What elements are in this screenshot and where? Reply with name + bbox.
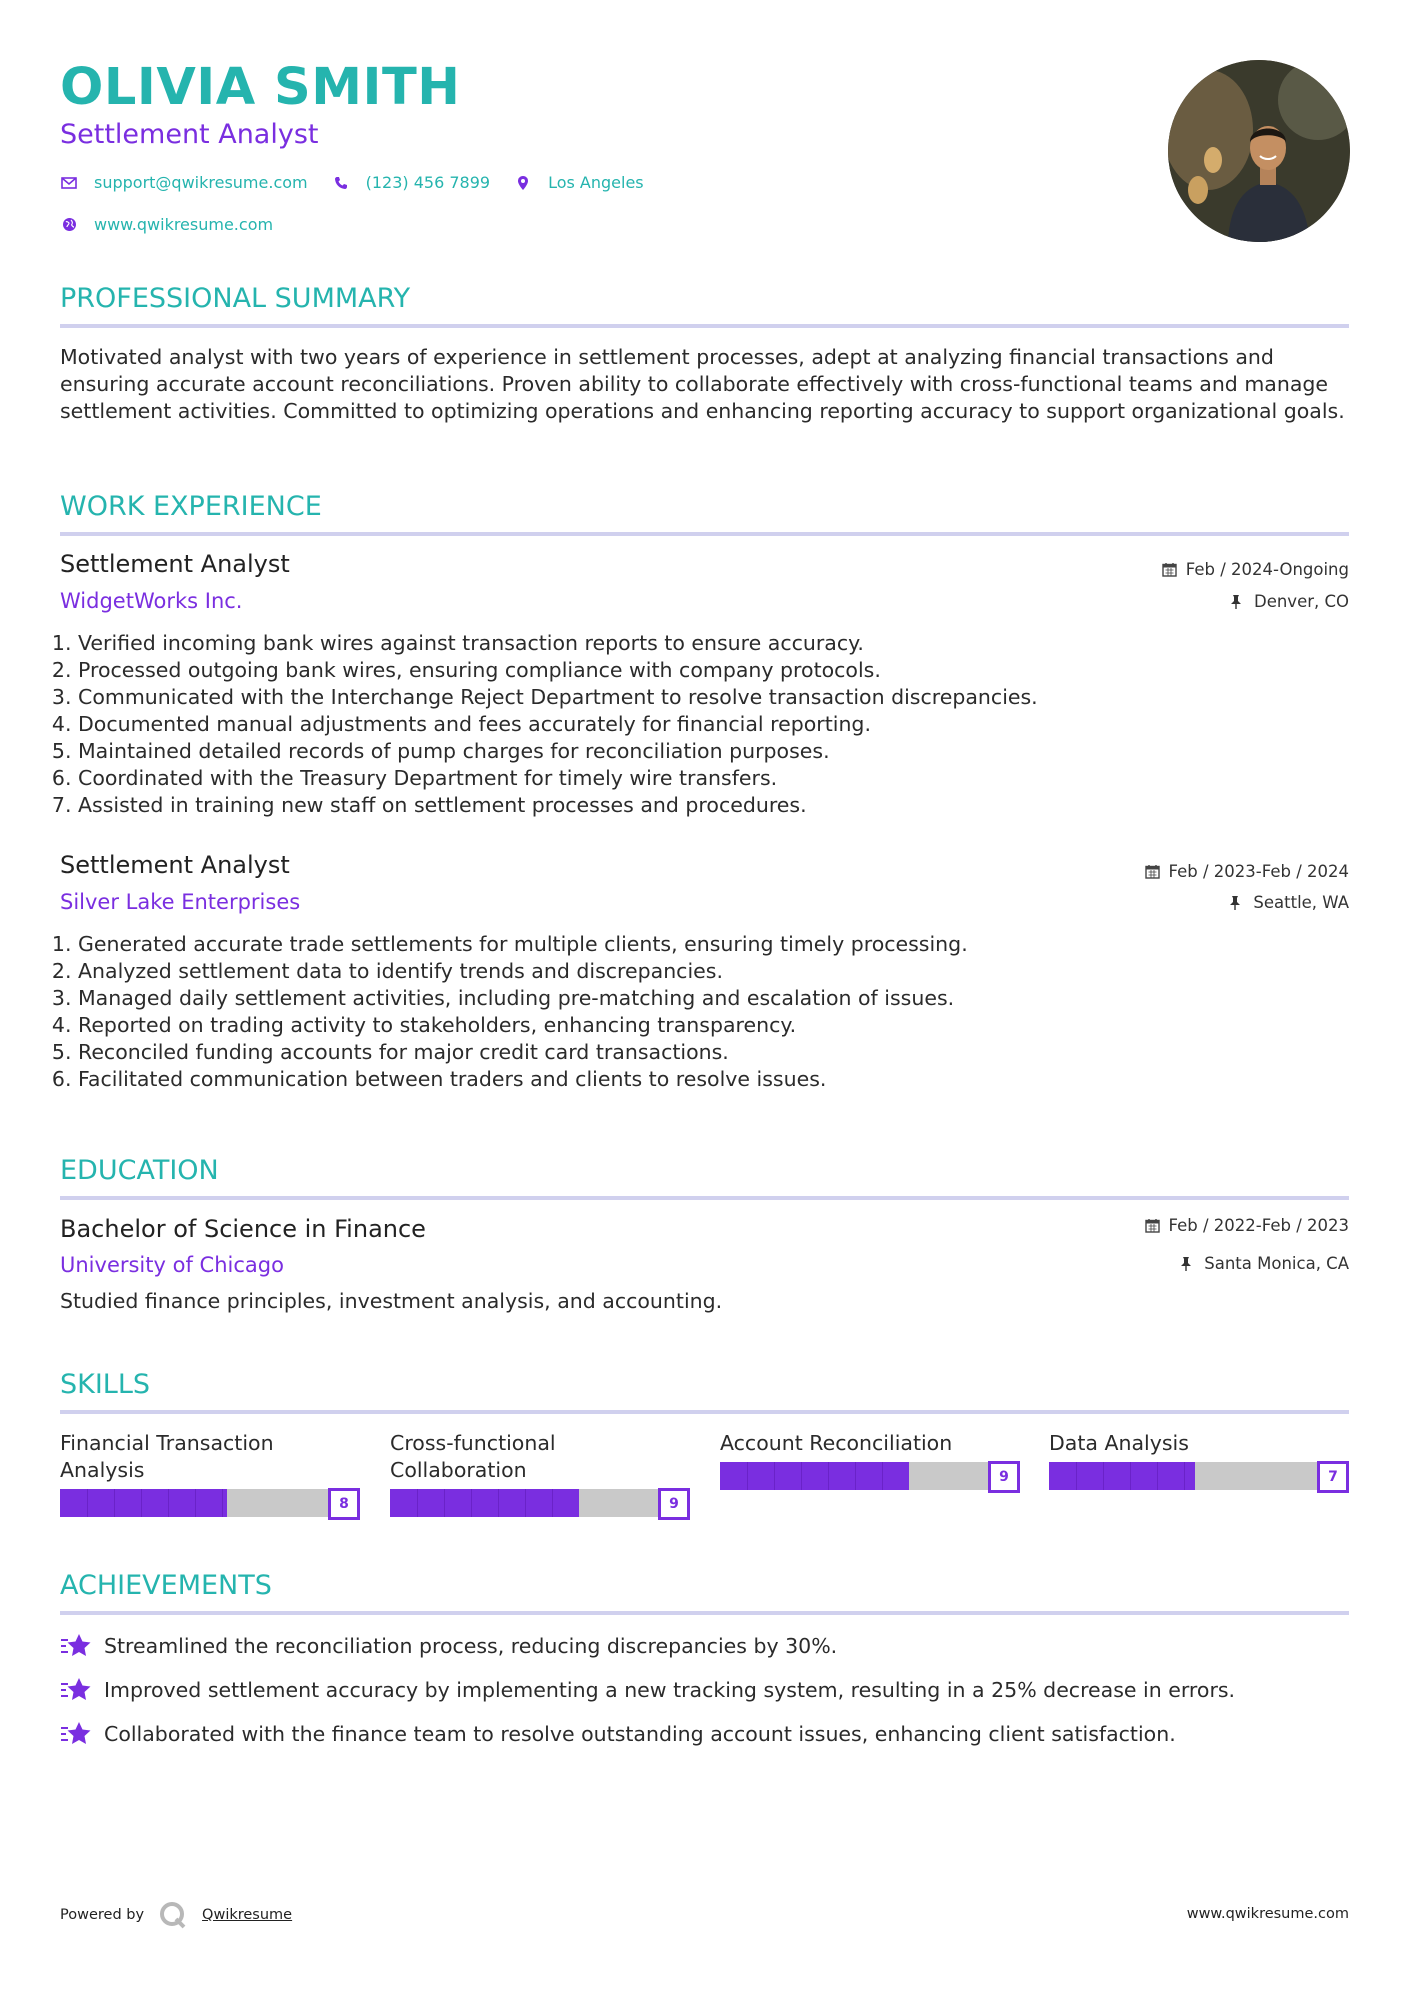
map-pin-icon <box>514 174 532 192</box>
skill-fill <box>720 1462 909 1490</box>
calendar-icon <box>1145 1218 1161 1234</box>
duty-item: 1. Generated accurate trade settlements for multiple clients, ensuring timely processing. <box>78 931 968 958</box>
skill-name: Account Reconciliation <box>720 1431 953 1455</box>
skill-item <box>390 1430 690 1517</box>
skill-segment-divider <box>774 1462 775 1490</box>
skill-segment-divider <box>828 1462 829 1490</box>
phone-icon <box>332 174 350 192</box>
calendar-icon <box>1145 864 1161 880</box>
skill-bar <box>390 1489 690 1517</box>
achievement-item <box>60 1632 837 1660</box>
summary-text: Motivated analyst with two years of experience in settlement processes, adept at analyzing financial transactions and ensuring accurate account reconciliations. Proven ability to collaborate effectively with cross-functional teams and manage settlement activities. Committed to optimizing operations and enhancing reporting accuracy to support organizational goals. <box>60 345 1345 423</box>
section-title-skills: SKILLS <box>60 1369 1349 1414</box>
pushpin-icon <box>1230 594 1246 610</box>
skill-segment-divider <box>1157 1462 1158 1490</box>
resume-page <box>60 0 1349 1990</box>
skill-segment-divider <box>498 1489 499 1517</box>
skill-segment-divider <box>141 1489 142 1517</box>
skill-segment-divider <box>525 1489 526 1517</box>
candidate-name: OLIVIA SMITH <box>60 58 461 117</box>
skill-fill <box>1049 1462 1195 1490</box>
skill-name: Cross-functional Collaboration <box>390 1431 556 1482</box>
skill-track <box>60 1489 330 1517</box>
pushpin-icon <box>1180 1256 1196 1272</box>
email-text: support@qwikresume.com <box>94 173 308 192</box>
achievement-text: Streamlined the reconciliation process, reducing discrepancies by 30%. <box>104 1634 838 1658</box>
location-text: Los Angeles <box>548 173 644 192</box>
skill-bar <box>60 1489 360 1517</box>
candidate-title: Settlement Analyst <box>60 119 319 150</box>
calendar-icon <box>1162 562 1178 578</box>
skill-item <box>720 1430 1020 1490</box>
duty-item: 4. Reported on trading activity to stakeholders, enhancing transparency. <box>78 1012 968 1039</box>
contact-row-secondary <box>60 215 297 234</box>
skill-score: 9 <box>658 1488 690 1520</box>
contact-website[interactable] <box>60 215 273 234</box>
job-location-text-2: Seattle, WA <box>1253 893 1349 912</box>
skill-score: 7 <box>1317 1461 1349 1493</box>
envelope-icon <box>60 174 78 192</box>
pushpin-icon <box>1229 895 1245 911</box>
duty-item: 3. Communicated with the Interchange Reject Department to resolve transaction discrepancies. <box>78 684 1038 711</box>
duty-list-1 <box>60 630 1038 819</box>
job-location-2 <box>1229 893 1349 912</box>
qwikresume-logo-icon <box>158 1900 188 1930</box>
skill-segment-divider <box>801 1462 802 1490</box>
skill-segment-divider <box>168 1489 169 1517</box>
skill-name: Financial Transaction Analysis <box>60 1431 274 1482</box>
skill-segment-divider <box>747 1462 748 1490</box>
achievement-item <box>60 1676 1235 1704</box>
job-title-2: Settlement Analyst <box>60 851 290 879</box>
job-dates-2 <box>1145 862 1349 881</box>
skill-score: 9 <box>988 1461 1020 1493</box>
skill-score: 8 <box>328 1488 360 1520</box>
skill-segment-divider <box>444 1489 445 1517</box>
skill-segment-divider <box>855 1462 856 1490</box>
skill-segment-divider <box>1184 1462 1185 1490</box>
job-dates-1 <box>1162 560 1349 579</box>
star-icon <box>60 1720 92 1748</box>
footer-website[interactable]: www.qwikresume.com <box>1186 1906 1349 1922</box>
duty-list-2 <box>60 931 968 1093</box>
duty-item: 2. Analyzed settlement data to identify trends and discrepancies. <box>78 958 968 985</box>
duty-item: 3. Managed daily settlement activities, including pre-matching and escalation of issues. <box>78 985 968 1012</box>
powered-by-label: Powered by <box>60 1907 145 1923</box>
profile-photo <box>1168 60 1350 242</box>
skill-segment-divider <box>882 1462 883 1490</box>
degree-title: Bachelor of Science in Finance <box>60 1215 426 1243</box>
skill-bar <box>720 1462 1020 1490</box>
job-title-1: Settlement Analyst <box>60 550 290 578</box>
duty-item: 2. Processed outgoing bank wires, ensuring compliance with company protocols. <box>78 657 1038 684</box>
skill-segment-divider <box>1130 1462 1131 1490</box>
skill-segment-divider <box>87 1489 88 1517</box>
duty-item: 6. Coordinated with the Treasury Department for timely wire transfers. <box>78 765 1038 792</box>
job-location-1 <box>1230 592 1349 611</box>
job-dates-text-2: Feb / 2023-Feb / 2024 <box>1168 862 1349 881</box>
skill-segment-divider <box>417 1489 418 1517</box>
achievement-item <box>60 1720 1176 1748</box>
skill-track <box>720 1462 990 1490</box>
skill-segment-divider <box>114 1489 115 1517</box>
achievement-text: Collaborated with the finance team to resolve outstanding account issues, enhancing client satisfaction. <box>104 1722 1176 1746</box>
skill-segment-divider <box>222 1489 223 1517</box>
contact-email[interactable] <box>60 173 308 192</box>
education-location-text: Santa Monica, CA <box>1204 1254 1349 1273</box>
job-location-text-1: Denver, CO <box>1253 592 1349 611</box>
star-icon <box>60 1632 92 1660</box>
footer-powered-by <box>60 1900 292 1930</box>
phone-text: (123) 456 7899 <box>365 173 491 192</box>
skill-item <box>60 1430 360 1517</box>
skill-name: Data Analysis <box>1049 1431 1189 1455</box>
company-1: WidgetWorks Inc. <box>60 589 243 613</box>
section-title-achievements: ACHIEVEMENTS <box>60 1570 1349 1615</box>
contact-row-primary <box>60 173 668 192</box>
contact-phone[interactable] <box>332 173 490 192</box>
skill-fill <box>60 1489 227 1517</box>
skill-segment-divider <box>471 1489 472 1517</box>
skill-segment-divider <box>1103 1462 1104 1490</box>
section-title-education: EDUCATION <box>60 1155 1349 1200</box>
job-dates-text-1: Feb / 2024-Ongoing <box>1185 560 1349 579</box>
skill-bar <box>1049 1462 1349 1490</box>
globe-icon <box>60 216 78 234</box>
education-description: Studied finance principles, investment analysis, and accounting. <box>60 1289 723 1313</box>
duty-item: 5. Reconciled funding accounts for major credit card transactions. <box>78 1039 968 1066</box>
education-dates-text: Feb / 2022-Feb / 2023 <box>1168 1216 1349 1235</box>
school-name: University of Chicago <box>60 1253 284 1277</box>
section-title-summary: PROFESSIONAL SUMMARY <box>60 283 1349 328</box>
skill-track <box>1049 1462 1319 1490</box>
company-2: Silver Lake Enterprises <box>60 890 301 914</box>
education-dates <box>1145 1216 1349 1235</box>
skill-item <box>1049 1430 1349 1490</box>
qwikresume-link[interactable]: Qwikresume <box>202 1907 293 1923</box>
education-location <box>1180 1254 1349 1273</box>
duty-item: 5. Maintained detailed records of pump charges for reconciliation purposes. <box>78 738 1038 765</box>
skill-segment-divider <box>1076 1462 1077 1490</box>
duty-item: 4. Documented manual adjustments and fees accurately for financial reporting. <box>78 711 1038 738</box>
star-icon <box>60 1676 92 1704</box>
skill-segment-divider <box>195 1489 196 1517</box>
skill-track <box>390 1489 660 1517</box>
achievement-text: Improved settlement accuracy by implementing a new tracking system, resulting in a 25% decrease in errors. <box>104 1678 1236 1702</box>
skill-segment-divider <box>552 1489 553 1517</box>
contact-location <box>514 173 644 192</box>
website-text: www.qwikresume.com <box>94 215 274 234</box>
section-title-experience: WORK EXPERIENCE <box>60 491 1349 536</box>
duty-item: 1. Verified incoming bank wires against transaction reports to ensure accuracy. <box>78 630 1038 657</box>
duty-item: 6. Facilitated communication between traders and clients to resolve issues. <box>78 1066 968 1093</box>
skill-fill <box>390 1489 579 1517</box>
duty-item: 7. Assisted in training new staff on settlement processes and procedures. <box>78 792 1038 819</box>
